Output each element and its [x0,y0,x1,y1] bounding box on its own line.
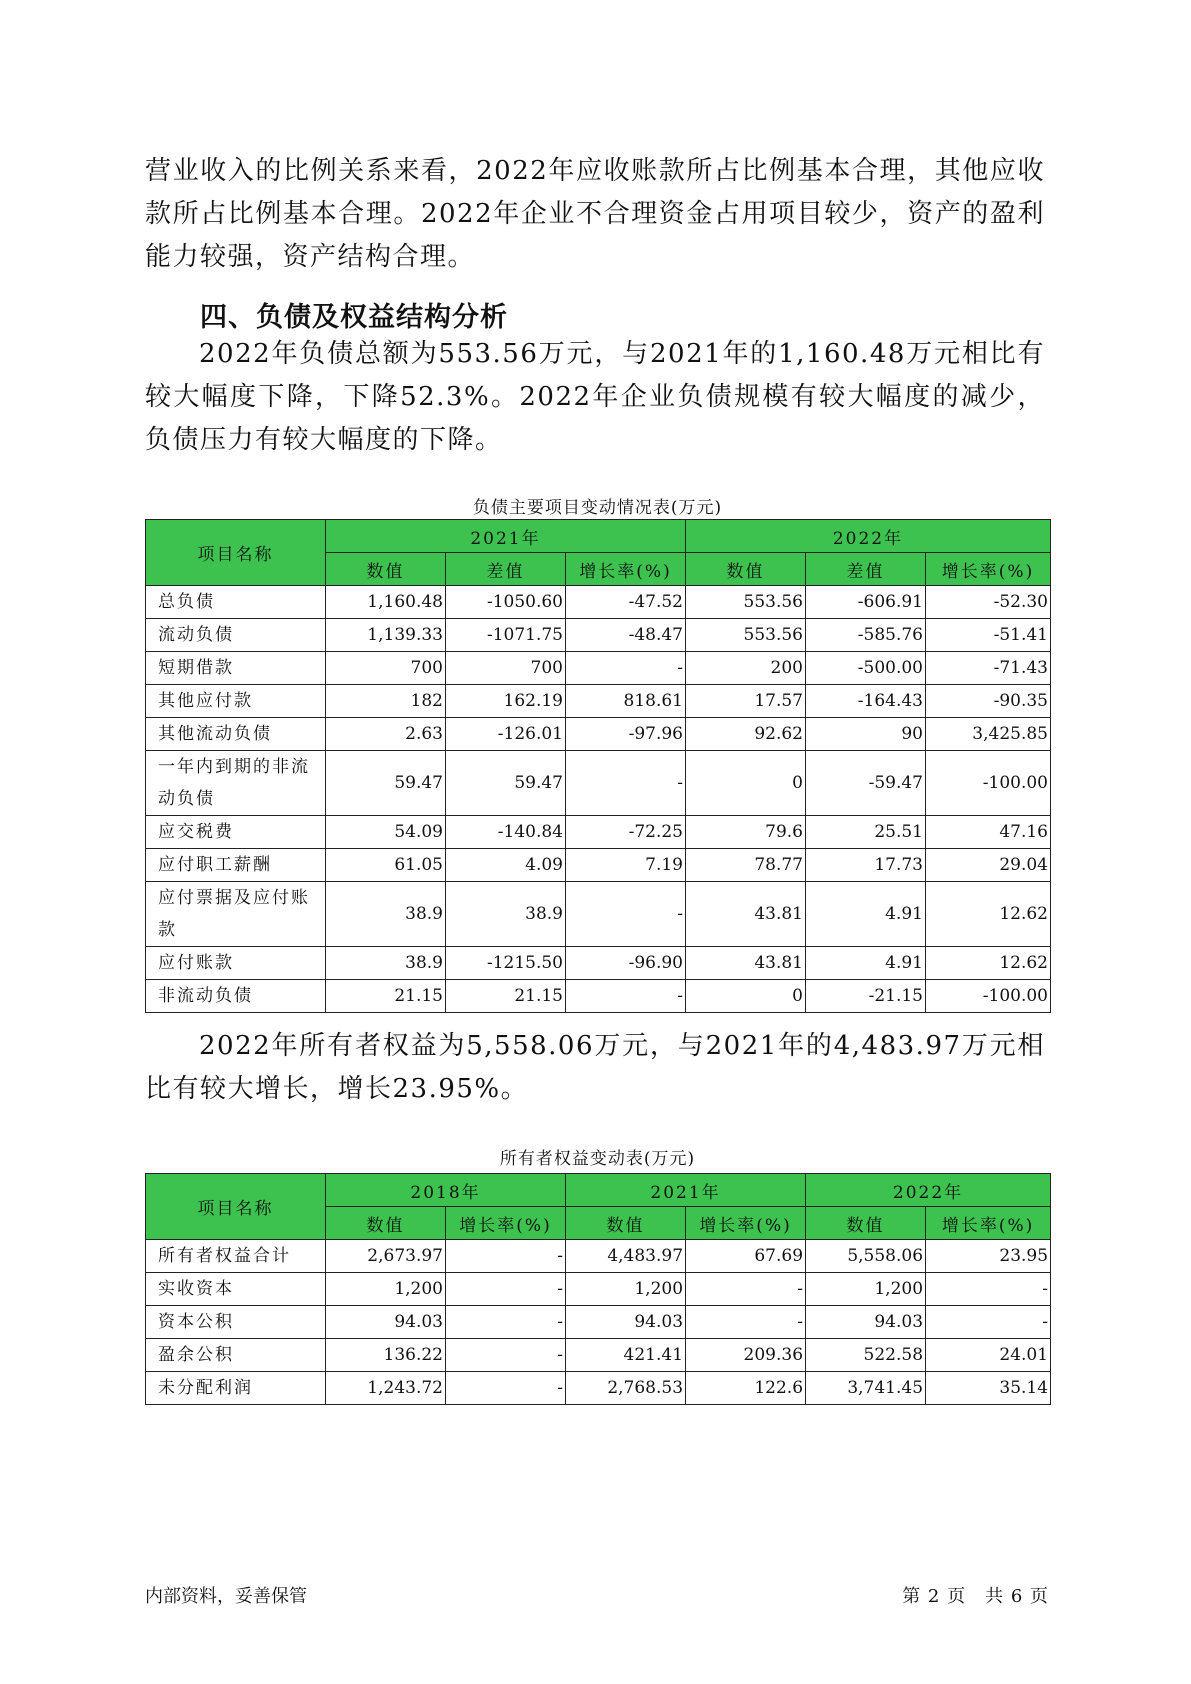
table-cell: - [566,980,686,1013]
table-cell: 700 [446,652,566,685]
table-cell: - [686,1273,806,1306]
table-cell: 182 [326,685,446,718]
table-row [146,1306,1051,1339]
table-cell: 59.47 [326,751,446,816]
row-label: 应付职工薪酬 [146,849,326,882]
table-cell: 25.51 [806,816,926,849]
table1-year-header: 2021年 [326,520,686,553]
table1-sub-header: 差值 [446,553,566,586]
row-label: 所有者权益合计 [146,1240,326,1273]
table-cell: - [926,1273,1051,1306]
table1-year-header: 2022年 [686,520,1051,553]
table-row [146,1339,1051,1372]
table1-sub-header: 差值 [806,553,926,586]
table-cell: 78.77 [686,849,806,882]
table-row [146,947,1051,980]
table-cell: 4.09 [446,849,566,882]
table-row [146,816,1051,849]
table-cell: -140.84 [446,816,566,849]
table-cell: 553.56 [686,586,806,619]
table-cell: 162.19 [446,685,566,718]
table-cell: 61.05 [326,849,446,882]
table-cell: -500.00 [806,652,926,685]
table-cell: 1,160.48 [326,586,446,619]
table-cell: 94.03 [806,1306,926,1339]
table-cell: 5,558.06 [806,1240,926,1273]
row-label: 盈余公积 [146,1339,326,1372]
table-cell: 818.61 [566,685,686,718]
table-cell: -21.15 [806,980,926,1013]
footer-page-number: 第 2 页 共 6 页 [902,1586,1049,1607]
equity-table [145,1173,1051,1405]
row-label: 应交税费 [146,816,326,849]
table-cell: 29.04 [926,849,1051,882]
table-cell: 700 [326,652,446,685]
table-cell: 4.91 [806,882,926,947]
table-row [146,751,1051,816]
table-cell: 59.47 [446,751,566,816]
table-cell: -72.25 [566,816,686,849]
table-row [146,849,1051,882]
row-label: 流动负债 [146,619,326,652]
table-row [146,718,1051,751]
row-label: 资本公积 [146,1306,326,1339]
table-row [146,1372,1051,1405]
table-cell: -1050.60 [446,586,566,619]
table-cell: 122.6 [686,1372,806,1405]
row-label: 短期借款 [146,652,326,685]
table-cell: 1,200 [326,1273,446,1306]
table-cell: - [566,751,686,816]
table-row [146,619,1051,652]
table-cell: -71.43 [926,652,1051,685]
table-cell: - [446,1273,566,1306]
table-cell: 1,200 [566,1273,686,1306]
table-row [146,980,1051,1013]
table-cell: 67.69 [686,1240,806,1273]
table-cell: 17.73 [806,849,926,882]
table-cell: 54.09 [326,816,446,849]
table-cell: 38.9 [326,882,446,947]
table-cell: 24.01 [926,1339,1051,1372]
table1-sub-header: 增长率(%) [566,553,686,586]
table-cell: 421.41 [566,1339,686,1372]
paragraph-equity: 2022年所有者权益为5,558.06万元，与2021年的4,483.97万元相比有较大增长，增长23.95%。 [145,1031,1045,1104]
row-label: 其他应付款 [146,685,326,718]
table-cell: 1,200 [806,1273,926,1306]
table-cell: -126.01 [446,718,566,751]
table-cell: 12.62 [926,882,1051,947]
table-row [146,882,1051,947]
section-heading: 四、负债及权益结构分析 [200,302,508,333]
table-cell: -96.90 [566,947,686,980]
table-cell: 38.9 [326,947,446,980]
table-cell: 47.16 [926,816,1051,849]
table-cell: 2,673.97 [326,1240,446,1273]
table-cell: 209.36 [686,1339,806,1372]
table-cell: - [926,1306,1051,1339]
table-cell: 1,139.33 [326,619,446,652]
table-cell: 79.6 [686,816,806,849]
table-row [146,586,1051,619]
table-cell: -1215.50 [446,947,566,980]
table2-sub-header: 增长率(%) [926,1207,1051,1240]
table-cell: -585.76 [806,619,926,652]
table-cell: 2.63 [326,718,446,751]
paragraph-liabilities: 2022年负债总额为553.56万元，与2021年的1,160.48万元相比有较大幅度下降，下降52.3%。2022年企业负债规模有较大幅度的减少，负债压力有较大幅度的下降。 [145,339,1045,455]
table-row [146,685,1051,718]
table-cell: 94.03 [326,1306,446,1339]
table-cell: 35.14 [926,1372,1051,1405]
table-cell: -100.00 [926,751,1051,816]
table-cell: -59.47 [806,751,926,816]
table-cell: -90.35 [926,685,1051,718]
table-cell: 17.57 [686,685,806,718]
table-cell: 94.03 [566,1306,686,1339]
table-cell: 1,243.72 [326,1372,446,1405]
row-label: 非流动负债 [146,980,326,1013]
row-label: 其他流动负债 [146,718,326,751]
table1-caption: 负债主要项目变动情况表(万元) [472,498,723,518]
table2-sub-header: 增长率(%) [446,1207,566,1240]
table2-caption: 所有者权益变动表(万元) [499,1149,696,1169]
table-cell: - [446,1339,566,1372]
row-label: 总负债 [146,586,326,619]
table2-sub-header: 数值 [566,1207,686,1240]
table-cell: 553.56 [686,619,806,652]
table-cell: 43.81 [686,947,806,980]
table-cell: 0 [686,751,806,816]
row-label: 一年内到期的非流动负债 [146,751,326,816]
table2-year-header: 2018年 [326,1174,566,1207]
table-cell: 92.62 [686,718,806,751]
table-cell: -164.43 [806,685,926,718]
table-cell: 21.15 [446,980,566,1013]
table-cell: -100.00 [926,980,1051,1013]
table-cell: 21.15 [326,980,446,1013]
table-cell: 2,768.53 [566,1372,686,1405]
footer-confidential: 内部资料，妥善保管 [145,1586,307,1607]
table2-year-header: 2021年 [566,1174,806,1207]
table-cell: 23.95 [926,1240,1051,1273]
table-cell: -47.52 [566,586,686,619]
table-cell: - [446,1372,566,1405]
table-cell: -52.30 [926,586,1051,619]
row-label: 应付票据及应付账款 [146,882,326,947]
table-cell: 7.19 [566,849,686,882]
table-cell: 4,483.97 [566,1240,686,1273]
table-cell: 522.58 [806,1339,926,1372]
table-cell: 43.81 [686,882,806,947]
table-cell: - [446,1306,566,1339]
table-cell: - [686,1306,806,1339]
table-cell: - [566,652,686,685]
row-label: 应付账款 [146,947,326,980]
liabilities-table [145,519,1051,1013]
table-cell: 136.22 [326,1339,446,1372]
table-cell: 12.62 [926,947,1051,980]
table1-sub-header: 数值 [686,553,806,586]
table-row [146,1273,1051,1306]
table-cell: 90 [806,718,926,751]
paragraph-receivables: 营业收入的比例关系来看，2022年应收账款所占比例基本合理，其他应收款所占比例基本合理。2022年企业不合理资金占用项目较少，资产的盈利能力较强，资产结构合理。 [145,156,1045,272]
table-cell: -606.91 [806,586,926,619]
table-cell: 38.9 [446,882,566,947]
row-label: 实收资本 [146,1273,326,1306]
table-cell: 3,741.45 [806,1372,926,1405]
table-cell: -51.41 [926,619,1051,652]
table-cell: 3,425.85 [926,718,1051,751]
table-row [146,1240,1051,1273]
table-cell: - [566,882,686,947]
table-cell: 0 [686,980,806,1013]
table2-sub-header: 数值 [326,1207,446,1240]
table1-sub-header: 数值 [326,553,446,586]
table2-name-header: 项目名称 [146,1174,326,1240]
table-cell: 4.91 [806,947,926,980]
table-cell: -1071.75 [446,619,566,652]
table2-year-header: 2022年 [806,1174,1051,1207]
row-label: 未分配利润 [146,1372,326,1405]
table-cell: -97.96 [566,718,686,751]
table-cell: - [446,1240,566,1273]
table-cell: 200 [686,652,806,685]
table-cell: -48.47 [566,619,686,652]
table1-sub-header: 增长率(%) [926,553,1051,586]
table2-sub-header: 数值 [806,1207,926,1240]
table-row [146,652,1051,685]
table1-name-header: 项目名称 [146,520,326,586]
table2-sub-header: 增长率(%) [686,1207,806,1240]
